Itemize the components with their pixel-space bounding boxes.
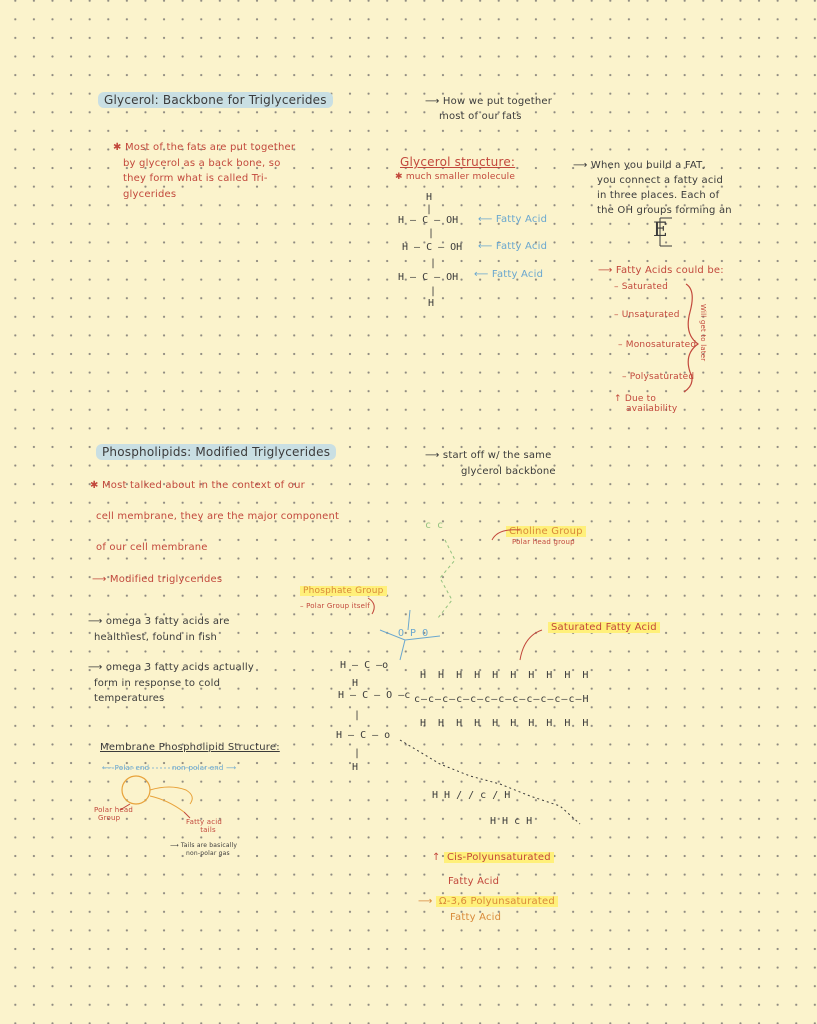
section2-star-note-line1: ✱ Most talked about in the context of our bbox=[90, 480, 305, 491]
choline-atoms: c c bbox=[425, 520, 444, 531]
section2-star-note-line3: of our cell membrane bbox=[96, 542, 208, 553]
saturated-chain-bottom-h: H H H H H H H H H H bbox=[420, 718, 592, 729]
fatty-acid-label-2: ⟵ Fatty Acid bbox=[478, 241, 548, 252]
saturated-fatty-acid-label: Saturated Fatty Acid bbox=[548, 622, 660, 634]
bond: | bbox=[354, 710, 361, 721]
phosphate-bonds bbox=[380, 610, 440, 660]
phosphate-arrow bbox=[368, 598, 374, 614]
glycerol-carbon-1: H — C —o bbox=[340, 660, 389, 671]
fatty-acid-tails bbox=[150, 787, 192, 812]
modified-triglycerides: ⟶ Modified triglycerides bbox=[92, 574, 223, 585]
choline-chain bbox=[438, 540, 455, 618]
phosphate-atoms: O P O bbox=[398, 628, 429, 639]
section1-star-note: ✱ Most of the fats are put together by glycerol as a back bone, so they form what is called Tri- glycerides bbox=[113, 142, 296, 200]
membrane-nonpolar-arrow: non-polar end ⟶ bbox=[172, 764, 237, 772]
glycerol-row-top-h: H bbox=[426, 192, 433, 203]
section1-title: Glycerol: Backbone for Triglycerides bbox=[98, 94, 333, 108]
fat-note: ⟶ When you build a FAT, you connect a fatty acid in three places. Each of the OH groups forming an E bbox=[573, 160, 732, 241]
bond: | bbox=[430, 258, 437, 269]
glycerol-structure-subtitle: ✱ much smaller molecule bbox=[395, 172, 516, 182]
saturated-chain: c—c—c—c—c—c—c—c—c—c—c—c—H bbox=[414, 694, 590, 705]
fatty-acid-type-unsaturated: – Unsaturated bbox=[614, 310, 680, 320]
section1-side-note: ⟶ How we put together most of our fats bbox=[425, 96, 553, 122]
due-to-note: ↑ Due to availability bbox=[614, 394, 678, 415]
membrane-polar-arrow: ⟵ Polar end bbox=[102, 764, 150, 772]
fatty-acids-heading: ⟶ Fatty Acids could be: bbox=[598, 265, 724, 276]
section2-side-note: ⟶ start off w/ the same glycerol backbone bbox=[425, 450, 556, 477]
section2-star-note-line2: cell membrane, they are the major component bbox=[96, 511, 340, 522]
fatty-acid-label-3: ⟵ Fatty Acid bbox=[474, 269, 544, 280]
bond: | bbox=[426, 204, 433, 215]
bond: | bbox=[428, 228, 435, 239]
phosphate-group-label: Phosphate Group – Polar Group itself bbox=[300, 586, 387, 610]
section2-title: Phospholipids: Modified Triglycerides bbox=[96, 446, 336, 460]
bond: H bbox=[352, 678, 359, 689]
polar-head-circle bbox=[122, 776, 150, 804]
omega-note-1: ⟶ omega 3 fatty acids are healthiest, found in fish bbox=[88, 616, 230, 643]
polar-head-label: Polar head Group bbox=[94, 806, 134, 823]
saturated-arrow bbox=[520, 630, 542, 660]
glycerol-row-3: H — C — OH bbox=[398, 272, 459, 283]
tails-note: ⟶ Tails are basically non-polar gas bbox=[170, 842, 238, 857]
cis-chain-h2: H H c H bbox=[490, 816, 533, 827]
choline-group-label: Choline Group Polar head group bbox=[506, 526, 586, 546]
membrane-title: Membrane Phospholipid Structure: bbox=[100, 742, 280, 753]
fatty-acid-type-saturated: – Saturated bbox=[614, 282, 669, 292]
fatty-acid-type-monosaturated: – Monosaturated bbox=[618, 340, 697, 350]
bond: | bbox=[354, 748, 361, 759]
fatty-acid-tails-label: Fatty acid tails bbox=[186, 818, 223, 835]
glycerol-carbon-2: H — C — O —c bbox=[338, 690, 411, 701]
ester-bracket bbox=[660, 218, 672, 246]
glycerol-row-1: H — C — OH bbox=[398, 215, 459, 226]
glycerol-row-bottom-h: H bbox=[428, 298, 435, 309]
glycerol-row-2: H — C — OH bbox=[402, 242, 463, 253]
bracket-note: Will get to later bbox=[699, 304, 707, 362]
glycerol-carbon-3: H — C — o bbox=[336, 730, 391, 741]
fatty-acid-type-polysaturated: – Polysaturated bbox=[622, 372, 695, 382]
membrane-arrows bbox=[120, 804, 190, 818]
glycerol-structure-title: Glycerol structure: bbox=[400, 155, 516, 169]
cis-chain-h: H H / / c / H bbox=[432, 790, 511, 801]
cis-chain bbox=[400, 740, 580, 824]
choline-arrow bbox=[492, 530, 520, 540]
saturated-chain-top-h: H H H H H H H H H H bbox=[420, 670, 592, 681]
fatty-acid-label-1: ⟵ Fatty Acid bbox=[478, 214, 548, 225]
bond: H bbox=[352, 762, 359, 773]
omega3-label: ⟶ Ω-3,6 Polyunsaturated Fatty Acid bbox=[418, 896, 558, 923]
omega-note-2: ⟶ omega 3 fatty acids actually form in response to cold temperatures bbox=[88, 662, 254, 704]
cis-polyunsaturated-label: ↑ Cis-Polyunsaturated Fatty Acid bbox=[432, 852, 554, 887]
fatty-acid-bracket bbox=[684, 284, 698, 392]
bond: | bbox=[430, 286, 437, 297]
